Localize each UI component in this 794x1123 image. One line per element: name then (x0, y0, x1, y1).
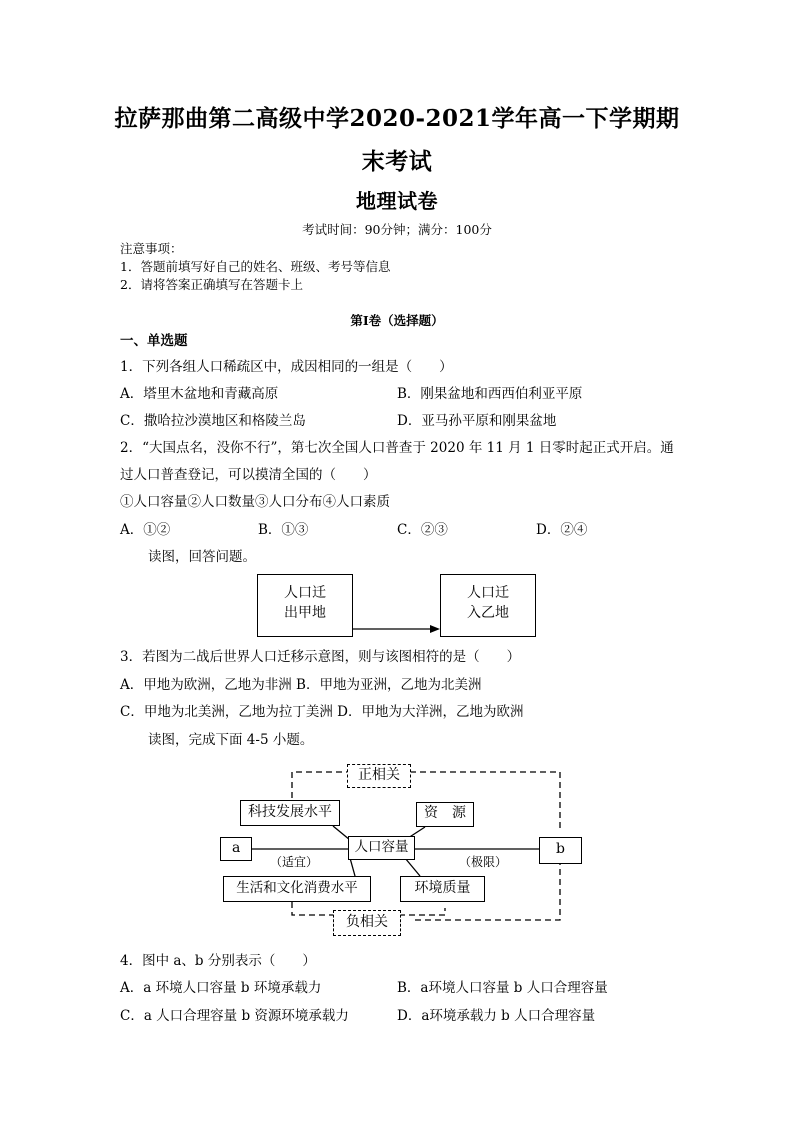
fig2-resource-box: 资 源 (416, 802, 474, 827)
q4-stem: 4．图中 a、b 分别表示（ ） (120, 953, 316, 969)
fig1-box-emigrate-line2: 出甲地 (284, 605, 326, 621)
q1-option-d: D．亚马孙平原和刚果盆地 (397, 413, 557, 429)
q2-stem-line2: 过人口普查登记，可以摸清全国的（ ） (120, 467, 377, 483)
q3-options-line1: A．甲地为欧洲，乙地为非洲 B．甲地为亚洲，乙地为北美洲 (120, 677, 482, 693)
read-figure-1: 读图，回答问题。 (148, 549, 256, 565)
fig2-capacity-box: 人口容量 (348, 836, 415, 860)
q4-option-b: B．a环境人口容量 b 人口合理容量 (397, 980, 608, 996)
q3-stem: 3．若图为二战后世界人口迁移示意图，则与该图相符的是（ ） (120, 649, 521, 665)
fig2-limit-label: （极限） (459, 855, 508, 869)
fig1-box-immigrate (440, 574, 536, 637)
paper-subtitle: 地理试卷 (356, 189, 438, 213)
q2-option-d: D．②④ (536, 522, 588, 538)
fig2-life-box: 生活和文化消费水平 (223, 876, 371, 902)
q2-items: ①人口容量②人口数量③人口分布④人口素质 (120, 494, 390, 510)
exam-info: 考试时间：90分钟；满分：100分 (302, 222, 492, 237)
fig2-tech-box: 科技发展水平 (240, 800, 340, 826)
paper-title-line2: 末考试 (361, 148, 433, 175)
section-heading: 一、单选题 (120, 333, 188, 349)
q1-option-a: A．塔里木盆地和青藏高原 (120, 386, 279, 402)
q4-option-c: C．a 人口合理容量 b 资源环境承载力 (120, 1008, 349, 1024)
fig2-b-box: b (539, 837, 582, 864)
fig1-box-emigrate (257, 574, 353, 637)
q1-option-c: C．撒哈拉沙漠地区和格陵兰岛 (120, 413, 306, 429)
notice-item-1: 1．答题前填写好自己的姓名、班级、考号等信息 (120, 259, 391, 274)
q4-option-d: D．a环境承载力 b 人口合理容量 (397, 1008, 596, 1024)
q2-option-c: C．②③ (397, 522, 448, 538)
fig2-a-box: a (220, 837, 252, 861)
fig1-box-immigrate-line1: 人口迁 (467, 585, 509, 601)
q2-option-b: B．①③ (258, 522, 309, 538)
notice-item-2: 2．请将答案正确填写在答题卡上 (120, 277, 303, 292)
fig2-positive-label: 正相关 (347, 764, 411, 788)
q2-option-a: A．①② (120, 522, 171, 538)
fig1-box-emigrate-line1: 人口迁 (284, 585, 326, 601)
q1-stem: 1．下列各组人口稀疏区中，成因相同的一组是（ ） (120, 359, 453, 375)
q1-option-b: B．刚果盆地和西西伯利亚平原 (397, 386, 583, 402)
paper-title-line1: 拉萨那曲第二高级中学2020-2021学年高一下学期期 (114, 105, 680, 132)
q2-stem-line1: 2．“大国点名，没你不行”，第七次全国人口普查于 2020 年 11 月 1 日零时起正式开启。通 (120, 440, 674, 456)
fig2-moderate-label: （适宜） (270, 855, 319, 869)
notice-heading: 注意事项： (120, 241, 183, 256)
fig1-box-immigrate-line2: 入乙地 (467, 605, 509, 621)
fig2-negative-label: 负相关 (333, 910, 401, 936)
read-figure-2: 读图，完成下面 4-5 小题。 (148, 732, 314, 748)
volume-heading: 第Ⅰ卷（选择题） (350, 313, 444, 328)
fig2-diagram (215, 760, 595, 940)
fig2-env-box: 环境质量 (400, 876, 485, 902)
q4-option-a: A．a 环境人口容量 b 环境承载力 (120, 980, 322, 996)
q3-options-line2: C．甲地为北美洲，乙地为拉丁美洲 D．甲地为大洋洲，乙地为欧洲 (120, 704, 524, 720)
fig1-arrow (352, 620, 442, 636)
